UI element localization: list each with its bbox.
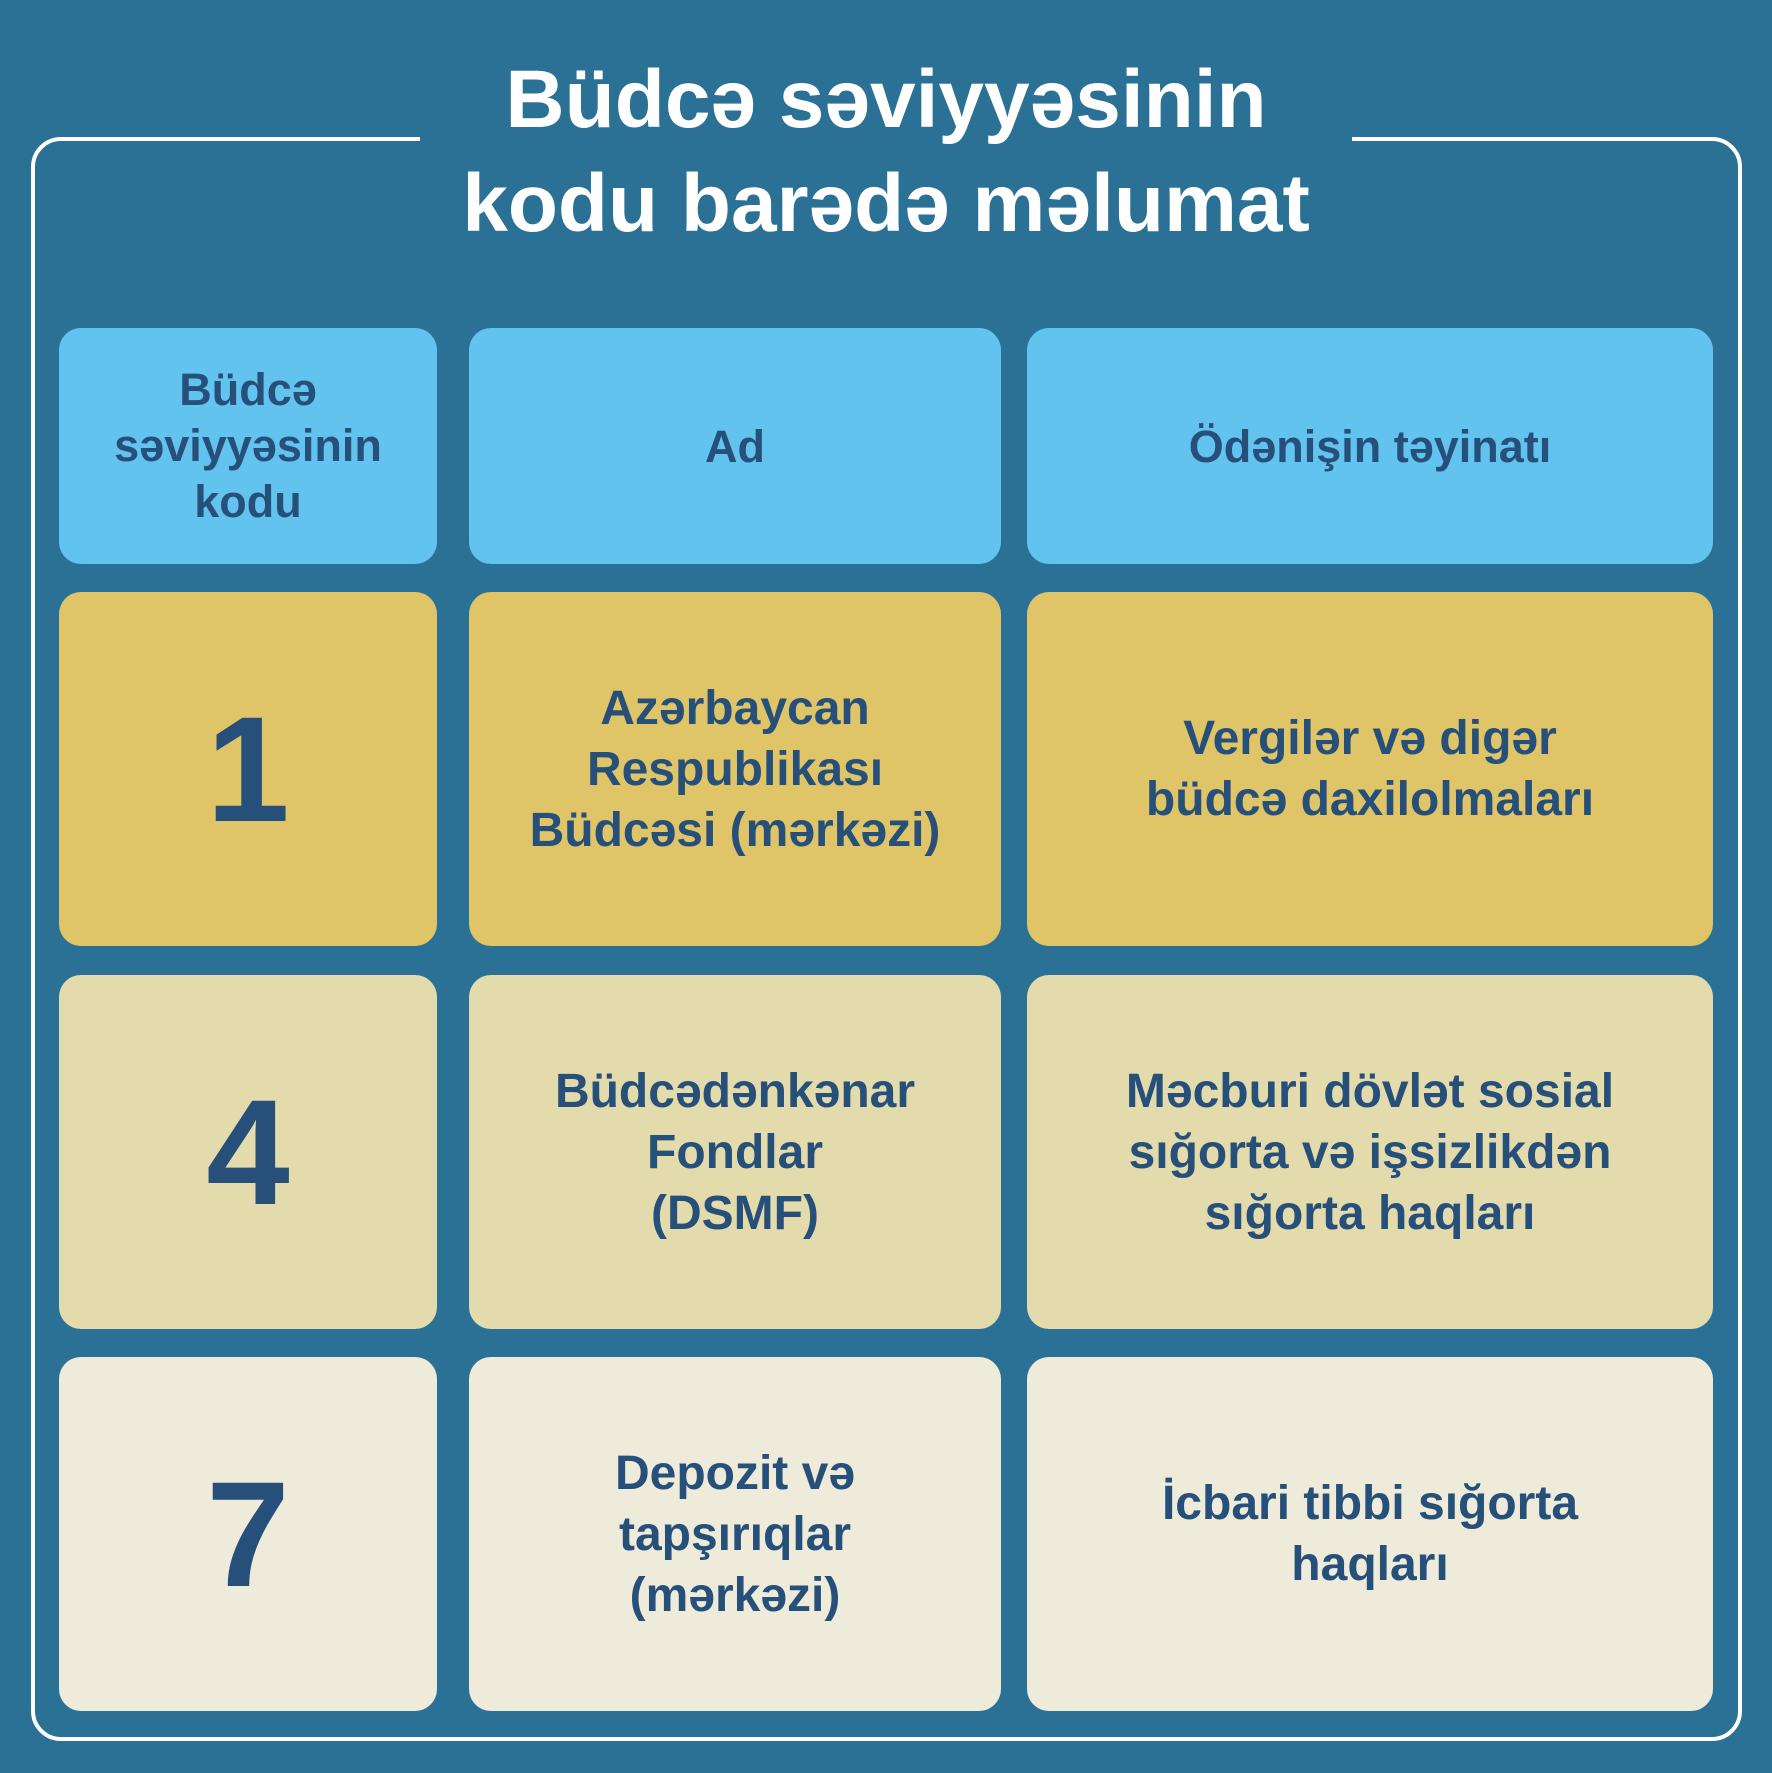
page-title [420, 48, 1352, 256]
budget-code-value: 4 [206, 1068, 290, 1236]
budget-code-value: 7 [206, 1450, 290, 1618]
header-cell-name [469, 328, 1001, 564]
header-code-label: Büdcə səviyyəsinin kodu [114, 364, 382, 527]
table-row-2-name-cell [469, 975, 1001, 1329]
budget-name-value: Azərbaycan Respublikası Büdcəsi (mərkəzi) [529, 681, 941, 857]
table-row-3-purpose-cell [1027, 1357, 1713, 1711]
table-row-1-purpose-cell [1027, 592, 1713, 946]
table-row-1-code-cell [59, 592, 437, 946]
page-title-line-2: kodu barədə məlumat [462, 158, 1310, 249]
page-title-line-1: Büdcə səviyyəsinin [505, 54, 1267, 145]
table-row-3-name-cell [469, 1357, 1001, 1711]
header-cell-purpose [1027, 328, 1713, 564]
table-row-2-code-cell [59, 975, 437, 1329]
header-name-label: Ad [705, 420, 765, 472]
table-row-1-name-cell [469, 592, 1001, 946]
table-row-3-code-cell [59, 1357, 437, 1711]
budget-name-value: Depozit və tapşırıqlar (mərkəzi) [614, 1446, 856, 1622]
header-cell-code [59, 328, 437, 564]
payment-purpose-value: Vergilər və digər büdcə daxilolmaları [1145, 712, 1595, 826]
header-purpose-label: Ödənişin təyinatı [1188, 420, 1552, 472]
table-row-2-purpose-cell [1027, 975, 1713, 1329]
payment-purpose-value: Məcburi dövlət sosial sığorta və işsizlikdən sığorta haqları [1125, 1064, 1615, 1240]
payment-purpose-value: İcbari tibbi sığorta haqları [1161, 1477, 1579, 1591]
budget-name-value: Büdcədənkənar Fondlar (DSMF) [554, 1064, 916, 1240]
budget-code-value: 1 [206, 685, 290, 853]
